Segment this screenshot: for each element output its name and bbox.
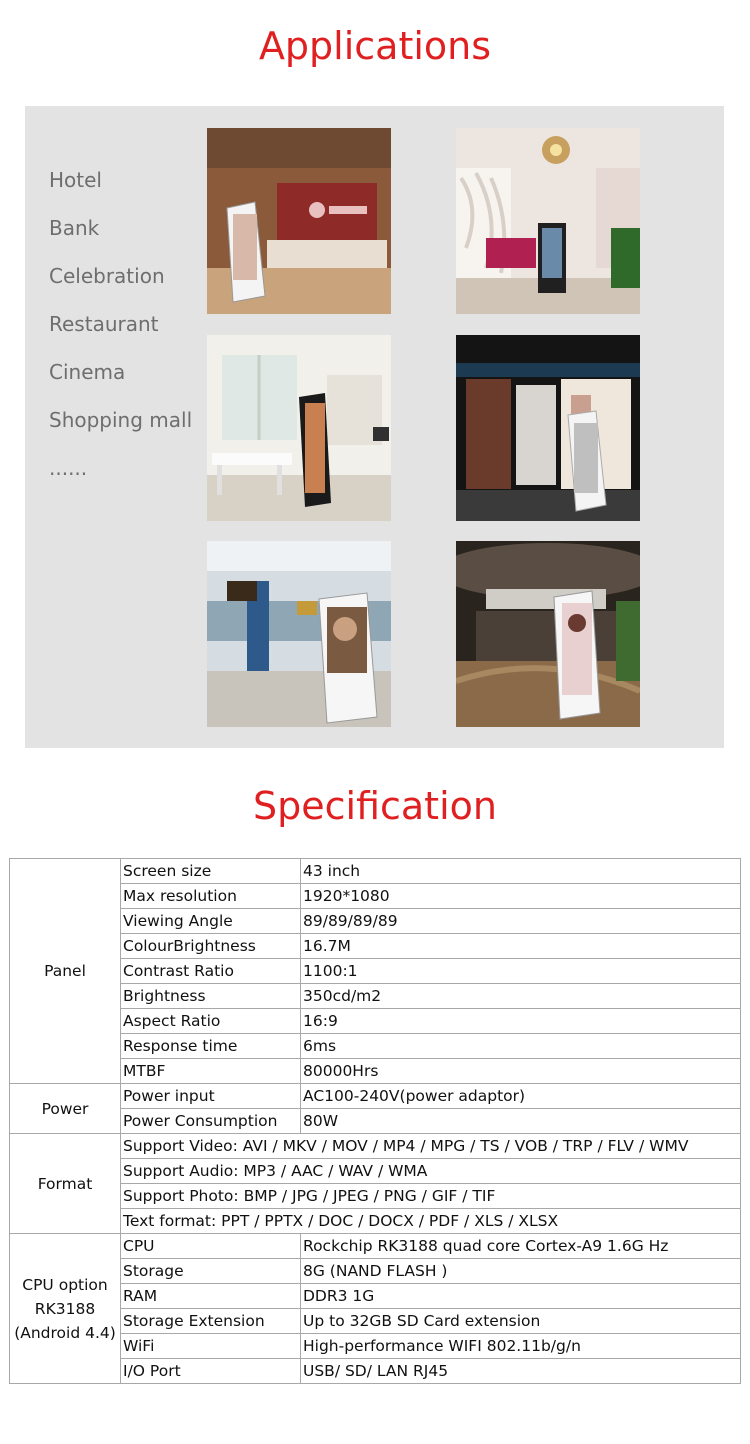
spec-label: Viewing Angle <box>121 909 301 934</box>
spec-label: CPU <box>121 1234 301 1259</box>
spec-label: Max resolution <box>121 884 301 909</box>
spec-label: Storage Extension <box>121 1309 301 1334</box>
spec-value: 16:9 <box>301 1009 741 1034</box>
specification-title: Specification <box>253 784 497 828</box>
spec-label: Storage <box>121 1259 301 1284</box>
venue-item: ...... <box>49 456 88 480</box>
spec-label: ColourBrightness <box>121 934 301 959</box>
venue-item: Cinema <box>49 360 126 384</box>
format-line: Support Audio: MP3 / AAC / WAV / WMA <box>121 1159 741 1184</box>
spec-value: 16.7M <box>301 934 741 959</box>
venue-item: Bank <box>49 216 100 240</box>
cinema-hall-photo <box>207 541 391 727</box>
group-label <box>10 1234 121 1384</box>
spec-label: Contrast Ratio <box>121 959 301 984</box>
dining-room-photo <box>207 335 391 521</box>
spec-value: 80W <box>301 1109 741 1134</box>
group-label-line: (Android 4.4) <box>14 1323 116 1342</box>
format-line: Support Video: AVI / MKV / MOV / MP4 / MPG / TS / VOB / TRP / FLV / WMV <box>121 1134 741 1159</box>
venue-item: Restaurant <box>49 312 159 336</box>
spec-label: MTBF <box>121 1059 301 1084</box>
table-row <box>10 859 741 884</box>
spec-value: USB/ SD/ LAN RJ45 <box>301 1359 741 1384</box>
venue-list <box>49 166 192 502</box>
format-line: Text format: PPT / PPTX / DOC / DOCX / PDF / XLS / XLSX <box>121 1209 741 1234</box>
group-label-line: RK3188 <box>34 1299 96 1318</box>
table-row <box>10 1084 741 1109</box>
spec-value: 89/89/89/89 <box>301 909 741 934</box>
venue-item: Hotel <box>49 168 102 192</box>
group-label-line: CPU option <box>22 1275 108 1294</box>
spec-label: Power Consumption <box>121 1109 301 1134</box>
storefront-photo <box>456 335 640 521</box>
spec-value: 1100:1 <box>301 959 741 984</box>
venue-item: Shopping mall <box>49 408 193 432</box>
specification-table <box>9 858 741 1384</box>
table-row <box>10 1134 741 1159</box>
spec-value: 80000Hrs <box>301 1059 741 1084</box>
applications-panel <box>25 106 724 748</box>
applications-title: Applications <box>258 24 492 68</box>
group-label: Format <box>10 1134 121 1234</box>
studio-lobby-photo <box>456 541 640 727</box>
spec-value: DDR3 1G <box>301 1284 741 1309</box>
spec-value: Up to 32GB SD Card extension <box>301 1309 741 1334</box>
spec-label: Response time <box>121 1034 301 1059</box>
group-label: Power <box>10 1084 121 1134</box>
spec-value: 6ms <box>301 1034 741 1059</box>
spec-value: 8G (NAND FLASH ) <box>301 1259 741 1284</box>
venue-item: Celebration <box>49 264 165 288</box>
spec-label: Power input <box>121 1084 301 1109</box>
spec-value: 350cd/m2 <box>301 984 741 1009</box>
spec-label: RAM <box>121 1284 301 1309</box>
salon-chandelier-photo <box>456 128 640 314</box>
table-row <box>10 1234 741 1259</box>
spec-label: I/O Port <box>121 1359 301 1384</box>
hotel-lobby-photo <box>207 128 391 314</box>
spec-value: Rockchip RK3188 quad core Cortex-A9 1.6G Hz <box>301 1234 741 1259</box>
spec-value: High-performance WIFI 802.11b/g/n <box>301 1334 741 1359</box>
group-label: Panel <box>10 859 121 1084</box>
spec-label: Screen size <box>121 859 301 884</box>
spec-label: WiFi <box>121 1334 301 1359</box>
spec-value: 43 inch <box>301 859 741 884</box>
spec-value: AC100-240V(power adaptor) <box>301 1084 741 1109</box>
spec-value: 1920*1080 <box>301 884 741 909</box>
format-line: Support Photo: BMP / JPG / JPEG / PNG / GIF / TIF <box>121 1184 741 1209</box>
spec-label: Aspect Ratio <box>121 1009 301 1034</box>
spec-label: Brightness <box>121 984 301 1009</box>
